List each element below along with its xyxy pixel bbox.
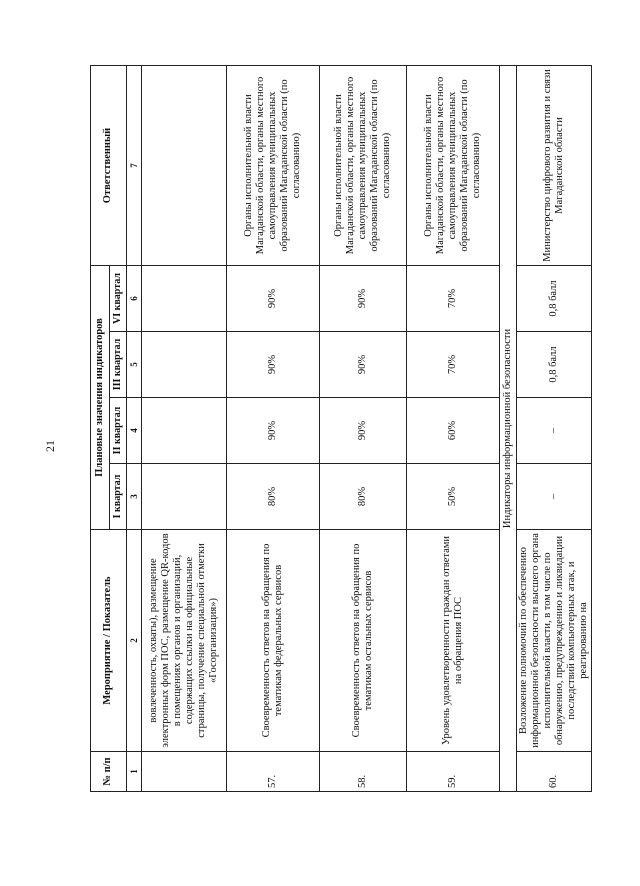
row-q1: 50%: [407, 464, 500, 530]
row-q2: –: [517, 398, 592, 464]
header-responsible: Ответственный: [91, 66, 127, 266]
row-event: Своевременность ответов на обращения по тематикам федеральных сервисов: [227, 530, 320, 752]
page-number: 21: [43, 440, 57, 452]
indicators-table: [90, 65, 592, 792]
row-responsible: Органы исполнительной власти Магаданской области, органы местного самоуправления муниципальных образований Магаданской области (по согласованию): [320, 66, 407, 266]
table-row: [517, 66, 592, 792]
column-index: 2: [127, 530, 142, 752]
row-num: [142, 752, 227, 792]
header-q3: III квартал: [110, 332, 127, 398]
row-event: Своевременность ответов на обращения по тематикам остальных сервисов: [320, 530, 407, 752]
row-q1: 80%: [227, 464, 320, 530]
column-index: 1: [127, 752, 142, 792]
column-index: 5: [127, 332, 142, 398]
row-num: 59.: [407, 752, 500, 792]
row-responsible: [142, 66, 227, 266]
row-q4: 70%: [407, 266, 500, 332]
header-q1: I квартал: [110, 464, 127, 530]
table-row: [227, 66, 320, 792]
header-num: № п/п: [91, 752, 127, 792]
row-q4: [142, 266, 227, 332]
header-row-1: [91, 66, 110, 792]
row-q2: 90%: [227, 398, 320, 464]
row-q2: [142, 398, 227, 464]
row-q1: [142, 464, 227, 530]
row-num: 58.: [320, 752, 407, 792]
row-q3: 0,8 балл: [517, 332, 592, 398]
column-index: 7: [127, 66, 142, 266]
row-q3: 70%: [407, 332, 500, 398]
row-q4: 0,8 балл: [517, 266, 592, 332]
row-responsible: Органы исполнительной власти Магаданской области, органы местного самоуправления муниципальных образований Магаданской области (по согласованию): [407, 66, 500, 266]
row-q4: 90%: [320, 266, 407, 332]
row-q3: 90%: [227, 332, 320, 398]
row-q2: 90%: [320, 398, 407, 464]
header-q4: VI квартал: [110, 266, 127, 332]
column-index: 3: [127, 464, 142, 530]
header-event: Мероприятие / Показатель: [91, 530, 127, 752]
header-q2: II квартал: [110, 398, 127, 464]
section-title: Индикаторы информационной безопасности: [500, 66, 517, 792]
table-row: [320, 66, 407, 792]
table-row: [142, 66, 227, 792]
header-planned: Плановые значения индикаторов: [91, 266, 110, 530]
row-q4: 90%: [227, 266, 320, 332]
row-event: Возложение полномочий по обеспечению информационной безопасности высшего органа исполнительной власти, в том числе по обнаружению, предупреждению и ликвидации последствий компьютерных атак, и реагированию на: [517, 530, 592, 752]
row-event: Уровень удовлетворенности граждан ответами на обращения ПОС: [407, 530, 500, 752]
table-row: [407, 66, 500, 792]
row-num: 57.: [227, 752, 320, 792]
column-index: 6: [127, 266, 142, 332]
row-responsible: Министерство цифрового развития и связи Магаданской области: [517, 66, 592, 266]
column-index-row: [127, 66, 142, 792]
row-q2: 60%: [407, 398, 500, 464]
column-index: 4: [127, 398, 142, 464]
row-responsible: Органы исполнительной власти Магаданской области, органы местного самоуправления муниципальных образований Магаданской области (по согласованию): [227, 66, 320, 266]
row-q1: –: [517, 464, 592, 530]
section-row: [500, 66, 517, 792]
row-q1: 80%: [320, 464, 407, 530]
row-num: 60.: [517, 752, 592, 792]
row-event: вовлеченность, охваты), размещение электронных форм ПОС, размещение QR-кодов в помещениях органов и организаций, содержащих ссылки на официальные страницы, получение специальной отметки «Госорганизация»): [142, 530, 227, 752]
row-q3: 90%: [320, 332, 407, 398]
row-q3: [142, 332, 227, 398]
rotated-table-sheet: [90, 66, 590, 792]
